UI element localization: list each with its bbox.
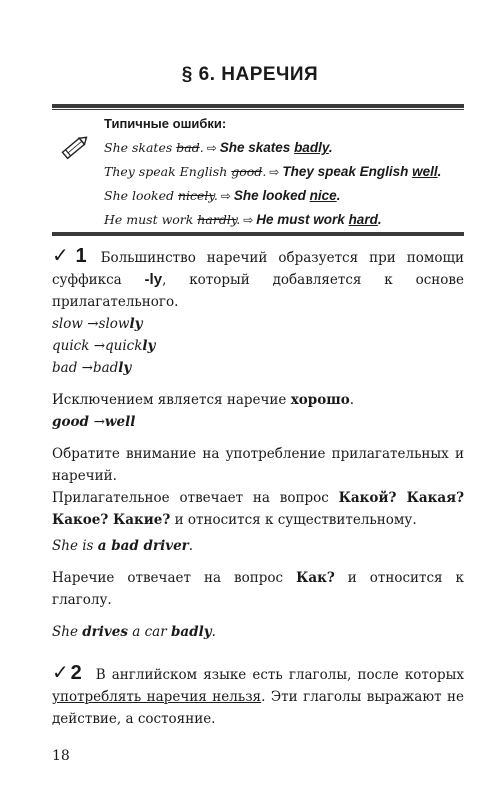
wrong-suffix: . <box>262 164 267 179</box>
errors-box-bottom-rule <box>52 232 464 236</box>
wrong-prefix: He must work <box>104 212 198 227</box>
section-2-text <box>52 661 464 730</box>
adverb-end: и относится к глаголу. <box>52 570 464 608</box>
wrong-suffix: . <box>213 188 218 203</box>
section-2-underlined: употреблять наречия нельзя <box>52 689 262 705</box>
example-from: slow <box>52 316 83 332</box>
suffix-ly: -ly <box>144 271 163 288</box>
right-suffix: . <box>377 212 382 227</box>
header-rule-thin <box>52 109 464 110</box>
adv-example-verb: drives <box>82 624 128 640</box>
exception-word: хорошо <box>290 392 350 408</box>
right-prefix: She skates <box>219 140 295 155</box>
adverb-lead: Наречие отвечает на вопрос <box>52 570 297 586</box>
adj-example-suffix: . <box>188 538 194 554</box>
adj-example-bold: a bad driver <box>97 538 189 554</box>
wrong-word: hardly <box>197 212 237 227</box>
exception-to: well <box>104 414 136 430</box>
example-to-stem: bad <box>92 360 119 376</box>
correction-arrow-icon: ⇨ <box>243 213 254 227</box>
typical-errors-heading: Типичные ошибки: <box>104 116 227 131</box>
adv-example-adverb: badly <box>170 624 212 640</box>
wrong-suffix: . <box>199 140 204 155</box>
section-2-lead: В английском языке есть глаголы, после которых <box>95 667 465 683</box>
section-2-number: 2 <box>70 662 82 684</box>
adj-example-prefix: She is <box>52 538 98 554</box>
wrong-word: nicely <box>177 188 214 203</box>
adv-example-suffix: . <box>211 624 216 640</box>
page-number: 18 <box>52 748 70 764</box>
adverb-example <box>52 621 464 643</box>
example-bad <box>52 357 464 379</box>
wrong-prefix: They speak English <box>104 164 232 179</box>
exception-from: good <box>52 414 89 430</box>
checkmark-icon: ✓ <box>52 660 71 684</box>
pencil-icon <box>58 130 92 164</box>
example-to-suffix: ly <box>142 338 156 354</box>
arrow-icon: → <box>87 316 99 332</box>
exception-lead: Исключением является наречие <box>52 392 291 408</box>
example-to-suffix: ly <box>118 360 132 376</box>
intro-text-end: , который добавляется к основе прилагательного. <box>52 272 464 310</box>
main-content <box>52 238 464 730</box>
adjective-lead: Прилагательное отвечает на вопрос <box>52 490 339 506</box>
exception-text <box>52 389 464 411</box>
example-to-suffix: ly <box>129 316 143 332</box>
wrong-word: bad <box>176 140 200 155</box>
right-word: well <box>412 164 438 179</box>
checkmark-icon: ✓ <box>52 243 76 267</box>
exception-end: . <box>349 392 355 408</box>
example-from: bad <box>52 360 78 376</box>
right-word: badly <box>294 140 329 155</box>
attention-text: Обратите внимание на употребление прилагательных и наречий. <box>52 446 464 484</box>
correction-arrow-icon: ⇨ <box>206 141 217 155</box>
example-quick <box>52 335 464 357</box>
error-line-1 <box>104 137 464 161</box>
correction-arrow-icon: ⇨ <box>269 165 280 179</box>
wrong-prefix: She skates <box>104 140 177 155</box>
wrong-word: good <box>231 164 263 179</box>
adverb-rule <box>52 567 464 611</box>
right-prefix: She looked <box>233 188 310 203</box>
example-slow <box>52 313 464 335</box>
adjective-questions: Какой? Какая? Какое? Какие? <box>52 490 464 528</box>
arrow-icon: → <box>81 360 93 376</box>
example-to-stem: slow <box>98 316 130 332</box>
arrow-icon: → <box>93 338 106 354</box>
section-1-intro <box>52 244 464 313</box>
exception-example <box>52 411 464 433</box>
right-prefix: They speak English <box>282 164 413 179</box>
arrow-icon: → <box>93 414 105 430</box>
example-from: quick <box>52 338 90 354</box>
correction-arrow-icon: ⇨ <box>220 189 231 203</box>
right-word: nice <box>309 188 337 203</box>
wrong-prefix: She looked <box>104 188 178 203</box>
intro-text: Большинство наречий образуется при помощи суффикса <box>52 250 464 288</box>
right-word: hard <box>348 212 378 227</box>
right-prefix: He must work <box>256 212 349 227</box>
adv-example-prefix: She <box>52 624 83 640</box>
wrong-suffix: . <box>236 212 241 227</box>
example-to-stem: quick <box>105 338 143 354</box>
error-line-2 <box>104 161 464 185</box>
adv-example-mid: a car <box>127 624 171 640</box>
right-suffix: . <box>437 164 442 179</box>
adjective-example <box>52 535 464 557</box>
right-suffix: . <box>328 140 333 155</box>
page-title: § 6. НАРЕЧИЯ <box>181 64 319 85</box>
typical-errors-box <box>104 116 464 233</box>
section-1-number: 1 <box>75 245 87 267</box>
adverb-question: Как? <box>296 570 335 586</box>
error-line-4 <box>104 209 464 233</box>
error-line-3 <box>104 185 464 209</box>
right-suffix: . <box>336 188 341 203</box>
section-2-end: . Эти глаголы выражают не действие, а состояние. <box>52 689 465 727</box>
adjective-rule <box>52 487 464 531</box>
header-rule-thick <box>52 104 464 108</box>
adjective-end: и относится к существительному. <box>170 512 417 528</box>
